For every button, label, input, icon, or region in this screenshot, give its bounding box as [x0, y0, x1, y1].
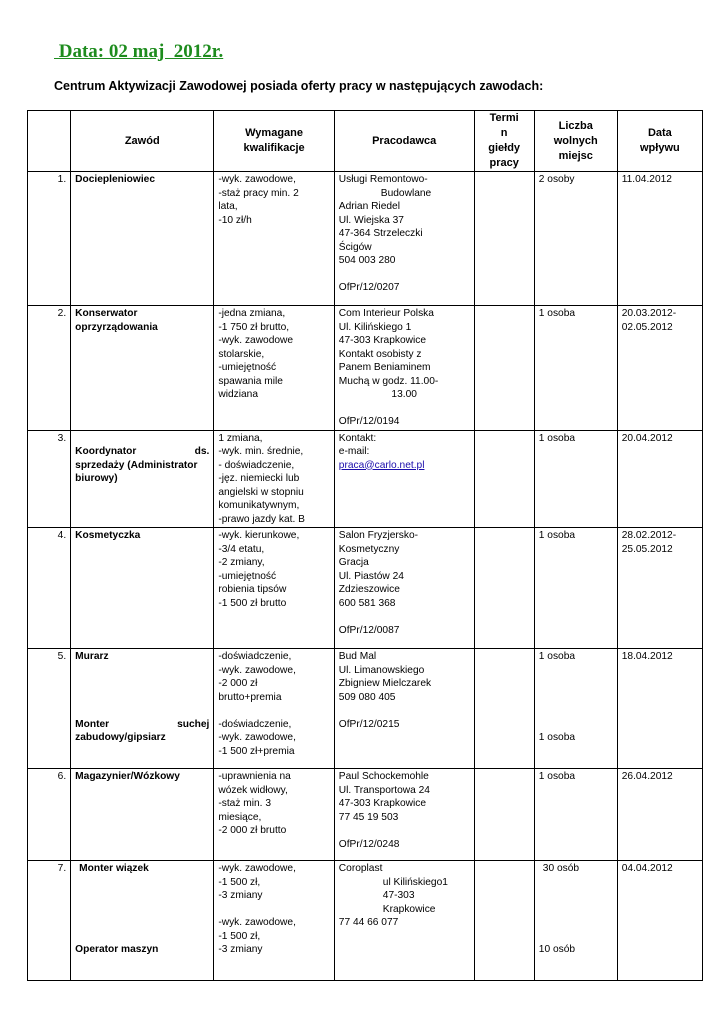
data-wplywu-cell [617, 649, 702, 769]
zawod-cell [71, 861, 214, 981]
kwalifikacje-cell [214, 769, 334, 861]
liczba-spacer [539, 691, 613, 705]
prac-line: ul Kilińskiego1 [382, 876, 448, 888]
header-kwal-line: Wymagane [245, 127, 303, 139]
prac-line: 504 003 280 [338, 255, 396, 266]
liczba-spacer [539, 876, 613, 890]
data-line: 11.04.2012 [621, 174, 672, 185]
intro-text: Centrum Aktywizacji Zawodowej posiada oferty pracy w następujących zawodach: [54, 79, 544, 93]
prac-line: OfPr/12/0248 [338, 838, 400, 850]
liczba-spacer [539, 889, 613, 903]
kwal-line: komunikatywnym, [218, 500, 300, 511]
data-line: 26.04.2012 [621, 771, 673, 782]
zawod-line [75, 718, 209, 732]
kwal-line: -wyk. zawodowe, [218, 863, 296, 874]
table-row [28, 528, 703, 649]
zawod-line: sprzedaży (Administrator [75, 459, 198, 471]
kwal-line: -10 zł/h [218, 214, 252, 226]
kwal-line: -2 000 zł brutto [218, 825, 287, 836]
kwal-line: -2 000 zł [218, 678, 258, 689]
email-link[interactable]: praca@carlo.net.pl [338, 459, 425, 471]
liczba-cell [534, 172, 617, 306]
zawod-spacer [75, 889, 209, 903]
zawod-spacer [75, 664, 209, 678]
pracodawca-cell [334, 306, 474, 431]
liczba-line: 1 osoba [538, 530, 576, 541]
prac-line: Ul. Piastów 24 [338, 570, 404, 582]
header-liczba-line: Liczba [558, 119, 593, 132]
liczba-spacer [539, 718, 613, 732]
zawod-spacer [75, 876, 209, 890]
header-termin [474, 111, 534, 172]
kwal-line: -jęz. niemiecki lub [218, 473, 300, 484]
data-line: 18.04.2012 [621, 651, 673, 662]
prac-line: 13.00 [391, 389, 417, 400]
header-data-line: wpływu [640, 142, 680, 154]
zawod-line: Monter wiązek [79, 863, 149, 874]
kwal-line: 1 zmiana, [218, 432, 263, 444]
header-pracodawca: Pracodawca [334, 111, 474, 172]
row-number: 6. [28, 769, 71, 861]
zawod-spacer [75, 432, 209, 446]
prac-line: Coroplast [338, 863, 383, 874]
data-wplywu-cell [617, 769, 702, 861]
header-liczba [534, 111, 617, 172]
kwalifikacje-cell [214, 528, 334, 649]
pracodawca-cell [334, 528, 474, 649]
termin-cell [474, 306, 534, 431]
zawod-line: zabudowy/gipsiarz [75, 732, 166, 743]
pracodawca-cell [334, 430, 474, 528]
liczba-cell [534, 861, 617, 981]
data-wplywu-cell [617, 172, 702, 306]
kwal-line: -1 500 zł, [218, 930, 261, 942]
prac-line: Adrian Riedel [338, 201, 400, 212]
kwal-line: -1 750 zł brutto, [218, 321, 290, 333]
prac-line: Zdzieszowice [338, 584, 400, 595]
kwal-line: -wyk. zawodowe, [218, 732, 296, 743]
kwal-line: wózek widłowy, [218, 784, 288, 796]
job-offers-table [27, 110, 703, 981]
data-line: 04.04.2012 [621, 863, 673, 874]
kwal-line: -staż min. 3 [218, 798, 271, 809]
zawod-line: Dociepleniowiec [75, 174, 155, 185]
prac-line: Kontakt osobisty z [338, 348, 422, 360]
header-liczba-line: miejsc [558, 149, 593, 162]
prac-line: 47-303 Krapkowice [338, 798, 427, 809]
kwal-line: -1 500 zł+premia [218, 745, 295, 757]
data-wplywu-cell [617, 306, 702, 431]
liczba-line: 1 osoba [538, 732, 576, 743]
liczba-cell [534, 528, 617, 649]
data-wplywu-cell [617, 528, 702, 649]
prac-line: Salon Fryzjersko- [338, 530, 419, 541]
header-termin-line: Termi [489, 112, 519, 124]
liczba-cell [534, 769, 617, 861]
kwal-line: -wyk. zawodowe [218, 335, 294, 346]
zawod-line: Operator maszyn [75, 944, 159, 955]
kwal-line: lata, [218, 201, 238, 212]
prac-line: Zbigniew Mielczarek [338, 678, 432, 689]
table-row [28, 649, 703, 769]
prac-line [339, 402, 470, 416]
prac-line: Panem Beniaminem [338, 362, 431, 373]
row-number: 4. [28, 528, 71, 649]
kwal-line: -1 500 zł, [218, 876, 261, 888]
kwal-line: -umiejętność [218, 570, 277, 582]
zawod-line: oprzyrządowania [75, 321, 158, 333]
liczba-line: 1 osoba [538, 432, 576, 444]
table-row [28, 430, 703, 528]
prac-line: Com Interieur Polska [338, 308, 434, 319]
pracodawca-cell [334, 769, 474, 861]
kwal-line: -wyk. kierunkowe, [218, 530, 300, 541]
zawod-cell [71, 769, 214, 861]
table-row [28, 769, 703, 861]
kwal-line: -3 zmiany [218, 944, 263, 955]
table-row [28, 861, 703, 981]
kwalifikacje-cell [214, 306, 334, 431]
prac-line: 77 45 19 503 [338, 811, 399, 823]
pracodawca-cell [334, 172, 474, 306]
liczba-line: 2 osoby [538, 174, 575, 185]
kwal-line: angielski w stopniu [218, 486, 304, 498]
prac-line: Usługi Remontowo- [338, 174, 428, 185]
kwal-line: brutto+premia [218, 691, 282, 703]
kwal-line: -staż pracy min. 2 [218, 187, 299, 199]
kwalifikacje-cell [214, 861, 334, 981]
prac-line: Ul. Limanowskiego [338, 664, 425, 676]
header-kwal-line: kwalifikacje [243, 142, 305, 154]
liczba-line: 30 osób [542, 863, 580, 874]
zawod-spacer [75, 930, 209, 944]
prac-line [339, 268, 470, 282]
termin-cell [474, 769, 534, 861]
prac-line: OfPr/12/0087 [338, 624, 400, 636]
kwal-line: -wyk. zawodowe, [218, 664, 296, 676]
zawod-word: Koordynator [75, 446, 137, 457]
zawod-line: Magazynier/Wózkowy [75, 771, 180, 782]
kwal-line: -wyk. zawodowe, [218, 174, 296, 185]
liczba-cell [534, 649, 617, 769]
prac-line [339, 704, 470, 718]
prac-line [339, 824, 470, 838]
zawod-word: suchej [177, 718, 210, 730]
zawod-spacer [75, 903, 209, 917]
liczba-cell [534, 430, 617, 528]
data-line: 20.04.2012 [621, 432, 673, 444]
prac-line: Budowlane [380, 187, 432, 199]
zawod-spacer [75, 704, 209, 718]
zawod-line [75, 445, 209, 459]
table-header-row [28, 111, 703, 172]
prac-line: OfPr/12/0207 [338, 282, 400, 293]
termin-cell [474, 528, 534, 649]
prac-line: 47-303 [382, 890, 415, 901]
zawod-cell [71, 528, 214, 649]
kwal-line: - doświadczenie, [218, 459, 295, 471]
data-line: 20.03.2012- [621, 308, 677, 319]
data-line: 28.02.2012- [621, 530, 677, 541]
liczba-spacer [539, 664, 613, 678]
zawod-line: Konserwator [75, 308, 138, 319]
termin-cell [474, 649, 534, 769]
prac-line: Bud Mal [338, 651, 377, 662]
termin-cell [474, 172, 534, 306]
kwal-line: -uprawnienia na [218, 771, 291, 782]
header-data-line: Data [647, 127, 672, 139]
zawod-spacer [75, 677, 209, 691]
prac-line: 47-364 Strzeleczki [338, 228, 423, 239]
zawod-line: Murarz [75, 651, 109, 662]
zawod-line: Kosmetyczka [75, 530, 141, 541]
prac-line: Kosmetyczny [338, 543, 400, 555]
kwal-line: spawania mile [218, 375, 283, 387]
prac-line [339, 610, 470, 624]
prac-line: 47-303 Krapkowice [338, 335, 427, 346]
header-liczba-line: wolnych [553, 134, 598, 147]
data-wplywu-cell [617, 861, 702, 981]
kwal-line: stolarskie, [218, 348, 265, 360]
liczba-spacer [539, 930, 613, 944]
pracodawca-cell [334, 861, 474, 981]
kwal-line: miesiące, [218, 811, 262, 823]
kwal-line: -1 500 zł brutto [218, 597, 287, 609]
prac-line: Paul Schockemohle [338, 771, 429, 782]
prac-line: Gracja [338, 557, 369, 568]
prac-line: Ul. Kilińskiego 1 [338, 321, 412, 333]
data-wplywu-cell [617, 430, 702, 528]
liczba-cell [534, 306, 617, 431]
kwal-line: -2 zmiany, [218, 557, 265, 568]
zawod-cell [71, 172, 214, 306]
header-nr [28, 111, 71, 172]
document-date-heading: Data: 02 maj 2012r. [54, 41, 224, 62]
kwal-line: widziana [218, 389, 258, 400]
zawod-spacer [75, 691, 209, 705]
row-number: 1. [28, 172, 71, 306]
kwalifikacje-cell [214, 430, 334, 528]
data-line: 02.05.2012 [621, 321, 673, 333]
prac-line: Muchą w godz. 11.00- [338, 375, 439, 387]
zawod-word: ds. [194, 446, 210, 457]
header-termin-line: n [500, 127, 508, 139]
header-kwalifikacje [214, 111, 334, 172]
kwal-line: robienia tipsów [218, 584, 287, 595]
liczba-line: 10 osób [538, 944, 576, 955]
prac-line: Krapkowice [382, 903, 436, 915]
zawod-cell [71, 306, 214, 431]
zawod-spacer [75, 916, 209, 930]
zawod-cell [71, 430, 214, 528]
prac-line: Kontakt: [338, 432, 377, 444]
prac-line: OfPr/12/0215 [338, 718, 400, 730]
kwal-line: -wyk. min. średnie, [218, 446, 304, 457]
liczba-spacer [539, 677, 613, 691]
zawod-cell [71, 649, 214, 769]
prac-line: 600 581 368 [338, 597, 396, 609]
pracodawca-cell [334, 649, 474, 769]
kwal-line: -jedna zmiana, [218, 308, 286, 319]
termin-cell [474, 861, 534, 981]
kwal-line: -umiejętność [218, 362, 277, 373]
kwal-line: -doświadczenie, [218, 651, 292, 662]
row-number: 7. [28, 861, 71, 981]
kwalifikacje-cell [214, 172, 334, 306]
prac-line: Ul. Transportowa 24 [338, 784, 430, 796]
liczba-spacer [539, 916, 613, 930]
liczba-spacer [539, 704, 613, 718]
row-number: 2. [28, 306, 71, 431]
prac-line: Ul. Wiejska 37 [338, 214, 404, 226]
header-termin-line: pracy [489, 157, 519, 169]
kwal-line [218, 903, 329, 917]
kwal-line: -doświadczenie, [218, 718, 292, 730]
zawod-line: biurowy) [75, 473, 118, 484]
termin-cell [474, 430, 534, 528]
liczba-line: 1 osoba [538, 651, 576, 662]
liczba-spacer [539, 903, 613, 917]
row-number: 3. [28, 430, 71, 528]
kwal-line: -3 zmiany [218, 890, 263, 901]
kwal-line: -prawo jazdy kat. B [218, 513, 305, 525]
prac-line: OfPr/12/0194 [338, 416, 400, 427]
liczba-line: 1 osoba [538, 308, 576, 319]
header-data [617, 111, 702, 172]
prac-line: 509 080 405 [338, 691, 396, 703]
liczba-line: 1 osoba [538, 771, 576, 782]
table-row [28, 172, 703, 306]
kwal-line [218, 704, 329, 718]
zawod-word: Monter [75, 718, 110, 730]
prac-line: 77 44 66 077 [338, 917, 399, 928]
header-termin-line: giełdy [488, 142, 521, 154]
kwal-line: -3/4 etatu, [218, 543, 265, 555]
kwal-line: -wyk. zawodowe, [218, 917, 296, 928]
prac-line: Ścigów [338, 241, 372, 253]
kwalifikacje-cell [214, 649, 334, 769]
row-number: 5. [28, 649, 71, 769]
data-line: 25.05.2012 [621, 543, 673, 555]
table-row [28, 306, 703, 431]
header-zawod: Zawód [71, 111, 214, 172]
prac-line: e-mail: [338, 446, 370, 457]
